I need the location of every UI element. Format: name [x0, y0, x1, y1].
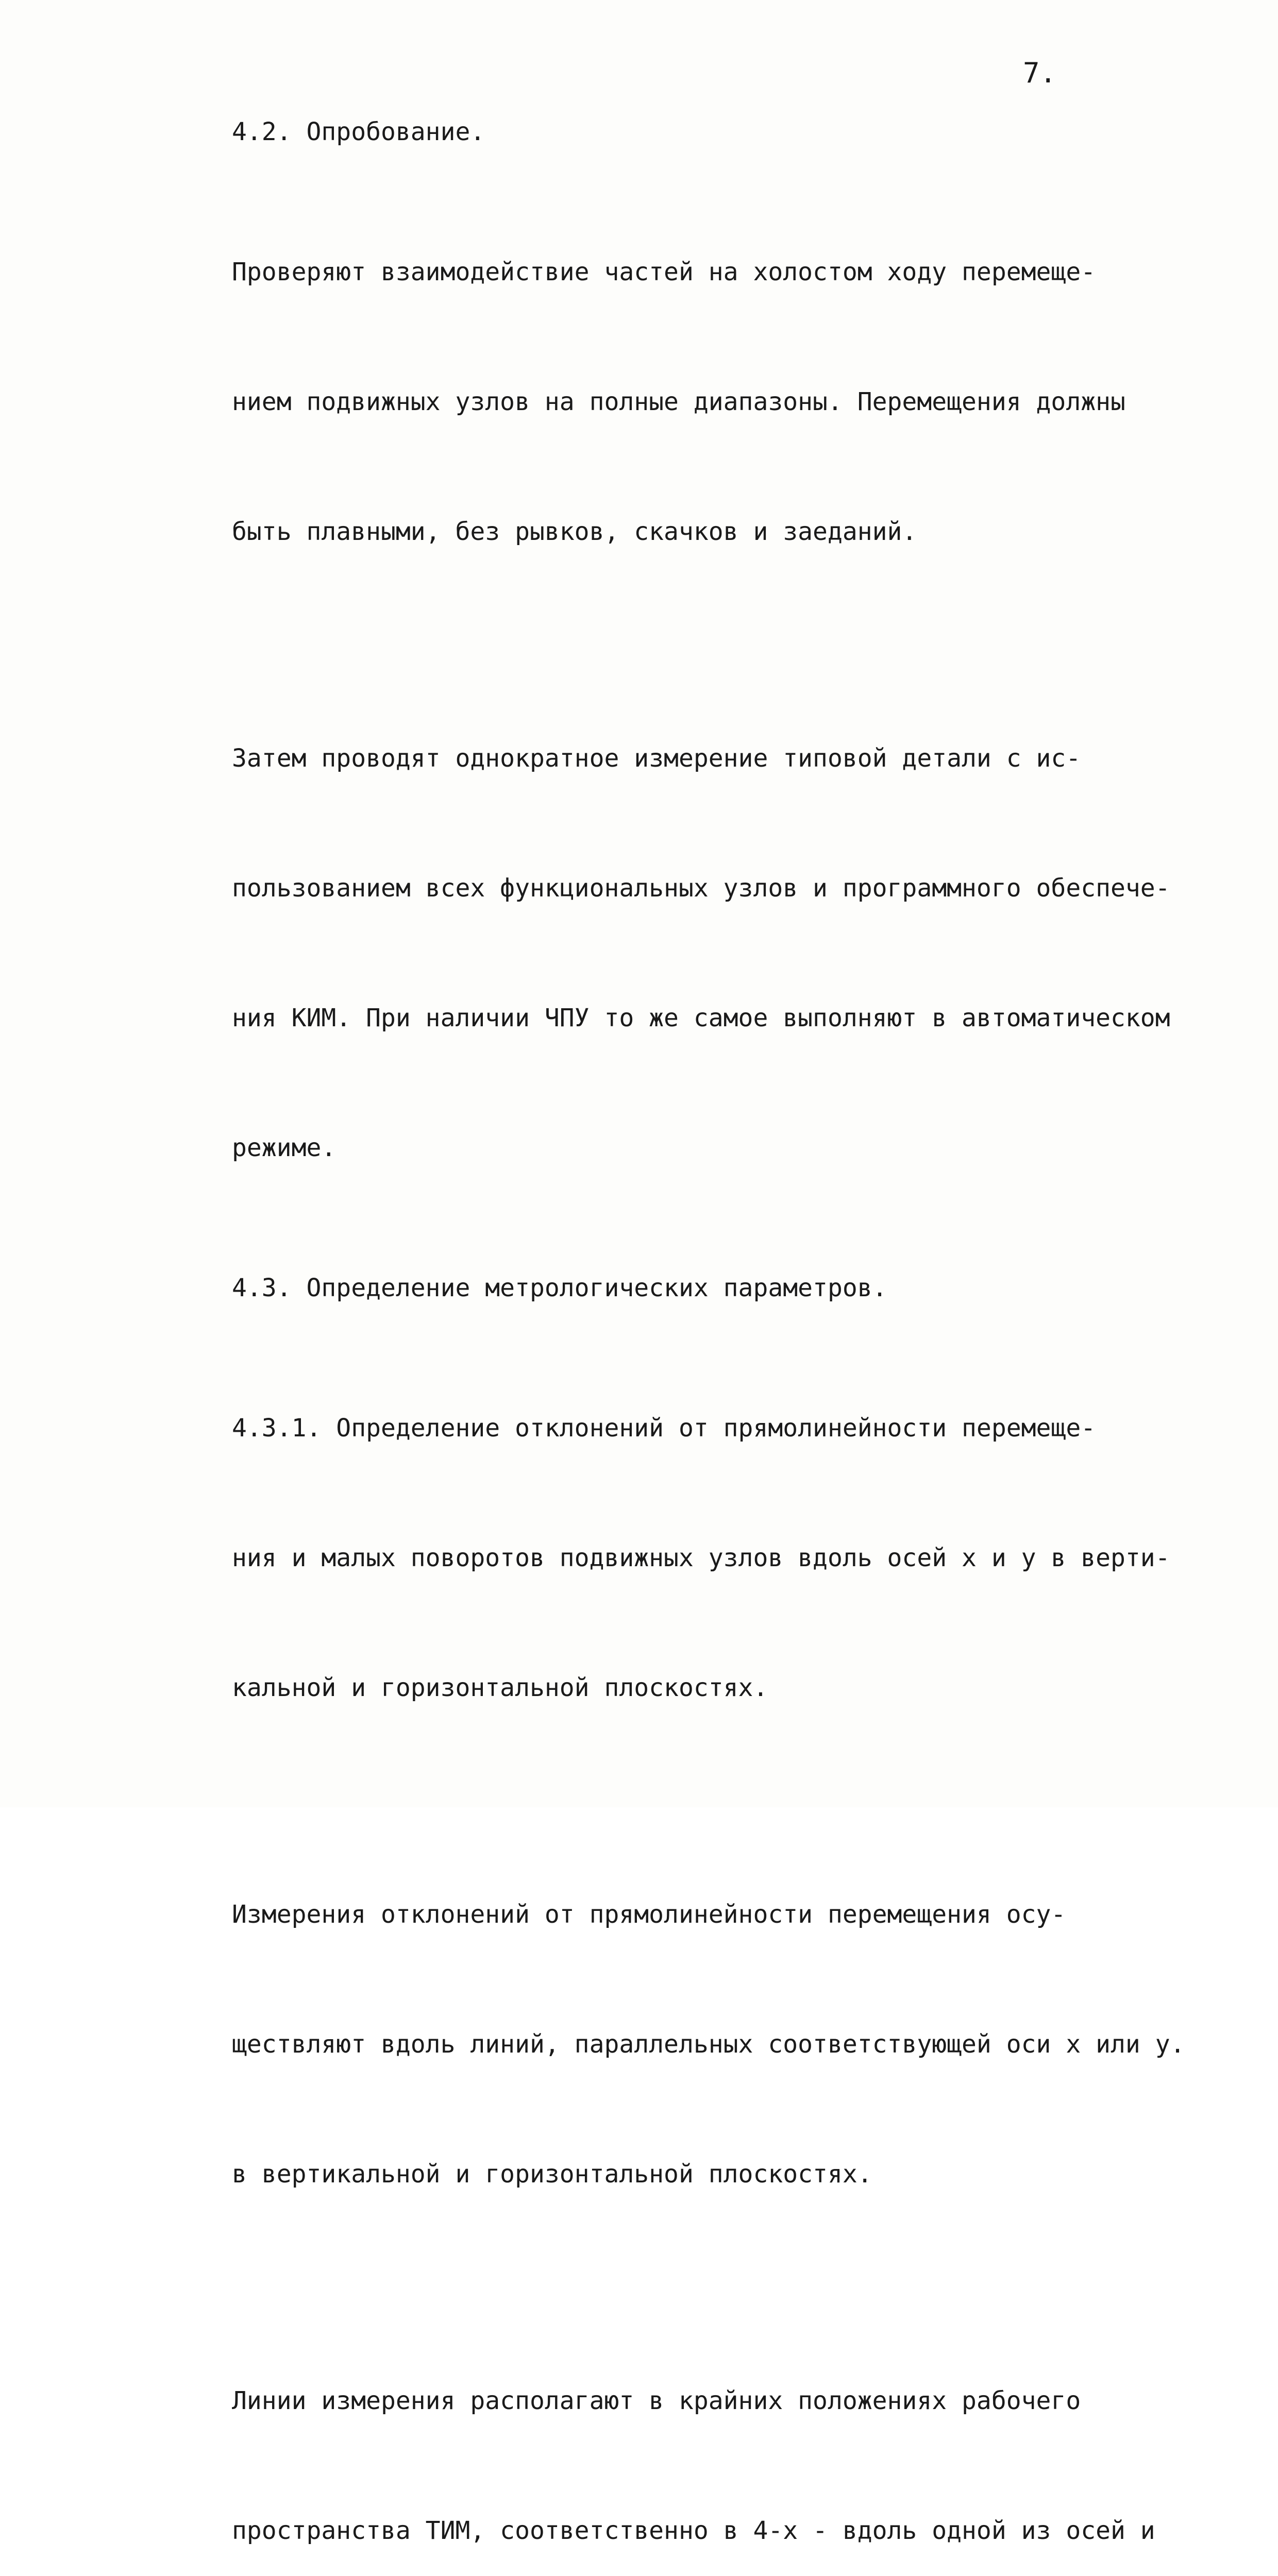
- text-line: Измерения отклонений от прямолинейности перемещения осу-: [232, 1900, 1066, 1929]
- text-line: Проверяют взаимодействие частей на холостом ходу перемеще-: [232, 258, 1096, 286]
- section-4-2-heading: [149, 110, 1206, 154]
- text-line: пространства ТИМ, соответственно в 4-х - вдоль одной из осей и: [232, 2516, 1155, 2545]
- text-line: нием подвижных узлов на полные диапазоны. Перемещения должны: [232, 387, 1125, 416]
- paragraph-4-2-2: [149, 650, 1206, 1256]
- text-line: Затем проводят однократное измерение типовой детали с ис-: [232, 744, 1081, 773]
- paragraph-4-2-1: [149, 164, 1206, 640]
- text-line: пользованием всех функциональных узлов и программного обеспече-: [232, 874, 1170, 903]
- section-4-3-1: [149, 1320, 1206, 1796]
- page-number: 7.: [1023, 57, 1057, 89]
- text-line: 4.3.1. Определение отклонений от прямолинейности перемеще-: [232, 1414, 1096, 1443]
- text-line: ществляют вдоль линий, параллельных соответствующей оси x или y.: [232, 2030, 1185, 2059]
- paragraph-4-3-1-a: [149, 1806, 1206, 2282]
- page-content: [149, 110, 1206, 2576]
- section-4-2-heading-text: 4.2. Опробование.: [232, 117, 485, 146]
- text-line: ния КИМ. При наличии ЧПУ то же самое выполняют в автоматическом: [232, 1004, 1170, 1032]
- text-line: кальной и горизонтальной плоскостях.: [232, 1673, 768, 1702]
- section-4-3-heading-text: 4.3. Определение метрологических параметров.: [232, 1274, 887, 1302]
- text-line: в вертикальной и горизонтальной плоскостях.: [232, 2160, 872, 2189]
- text-line: быть плавными, без рывков, скачков и заеданий.: [232, 517, 917, 546]
- section-4-3-heading: [149, 1266, 1206, 1310]
- paragraph-4-3-1-b: [149, 2293, 1206, 2576]
- text-line: ния и малых поворотов подвижных узлов вдоль осей x и y в верти-: [232, 1544, 1170, 1572]
- text-line: Линии измерения располагают в крайних положениях рабочего: [232, 2386, 1081, 2415]
- text-line: режиме.: [232, 1133, 337, 1162]
